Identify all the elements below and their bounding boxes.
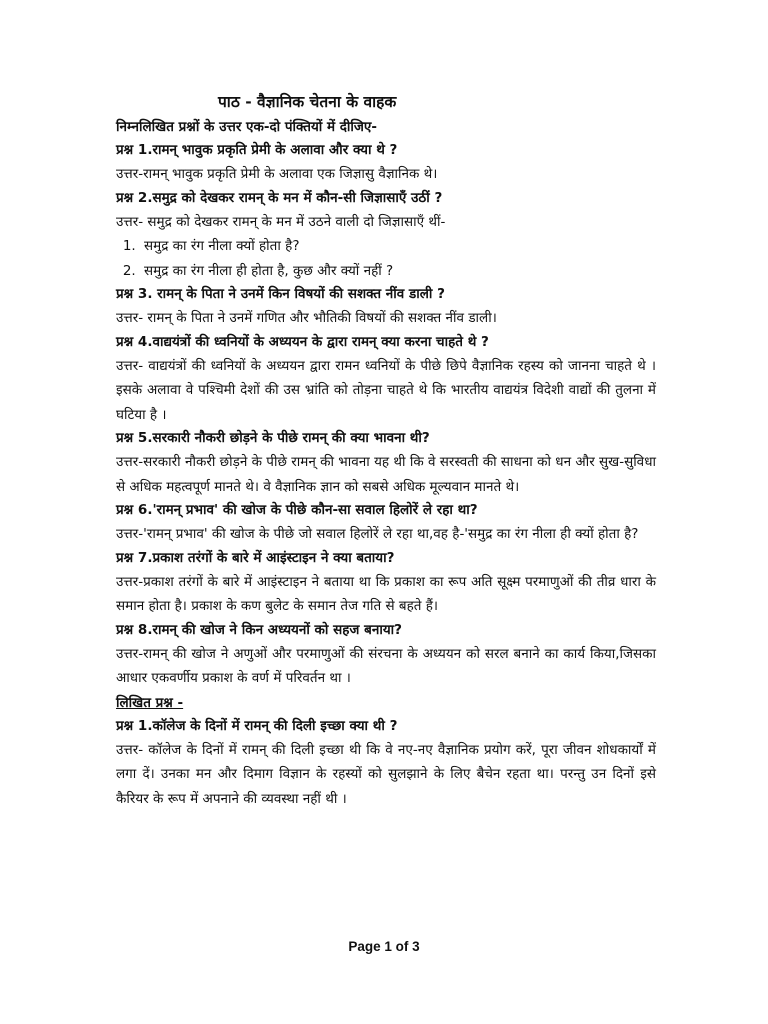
answer-2: उत्तर- समुद्र को देखकर रामन् के मन में उठने वाली दो जिज्ञासाएँ थीं-: [116, 213, 446, 230]
question-8: प्रश्न 8.रामन् की खोज ने किन अध्ययनों को सहज बनाया?: [116, 621, 402, 638]
answer-4: उत्तर- वाद्ययंत्रों की ध्वनियों के अध्ययन द्वारा रामन ध्वनियों के पीछे छिपे वैज्ञानिक रहस्य को जानना चाहते थे । इसके अलावा वे पश्चिमी देशों की उस भ्रांति को तोड़ना चाहते थे कि भारतीय वाद्ययंत्र विदेशी वाद्यों की तुलना में घटिया है ।: [116, 357, 656, 423]
question-4: प्रश्न 4.वाद्ययंत्रों की ध्वनियों के अध्ययन के द्वारा रामन् क्या करना चाहते थे ?: [116, 333, 489, 350]
answer-2-list: [116, 234, 656, 283]
written-answer-1: उत्तर- कॉलेज के दिनों में रामन् की दिली इच्छा थी कि वे नए-नए वैज्ञानिक प्रयोग करें, पूरा जीवन शोधकार्यों में लगा दें। उनका मन और दिमाग विज्ञान के रहस्यों को सुलझाने के लिए बैचेन रहता था। परन्तु उन दिनों इसे कैरियर के रूप में अपनाने की व्यवस्था नहीं थी ।: [116, 741, 656, 807]
question-5: प्रश्न 5.सरकारी नौकरी छोड़ने के पीछे रामन् की क्या भावना थी?: [116, 430, 430, 446]
question-2: प्रश्न 2.समुद्र को देखकर रामन् के मन में कौन-सी जिज्ञासाएँ उठीं ?: [116, 189, 443, 206]
answer-5: उत्तर-सरकारी नौकरी छोड़ने के पीछे रामन् की भावना यह थी कि वे सरस्वती की साधना को धन और सुख-सुविधा से अधिक महत्वपूर्ण मानते थे। वे वैज्ञानिक ज्ञान को सबसे अधिक मूल्यवान मानते थे।: [116, 454, 656, 495]
list-item: 1. समुद्र का रंग नीला क्यों होता है?: [140, 234, 656, 259]
answer-3: उत्तर- रामन् के पिता ने उनमें गणित और भौतिकी विषयों की सशक्त नींव डाली।: [116, 310, 497, 326]
question-7: प्रश्न 7.प्रकाश तरंगों के बारे में आइंस्टाइन ने क्या बताया?: [116, 549, 395, 566]
question-3: प्रश्न 3. रामन् के पिता ने उनमें किन विषयों की सशक्त नींव डाली ?: [116, 286, 445, 302]
instruction-text: निम्नलिखित प्रश्नों के उत्तर एक-दो पंक्तियों में दीजिए-: [116, 119, 377, 135]
lesson-title: पाठ - वैज्ञानिक चेतना के वाहक: [218, 93, 397, 111]
list-item: 2. समुद्र का रंग नीला ही होता है, कुछ और क्यों नहीं ?: [140, 259, 656, 284]
question-1: प्रश्न 1.रामन् भावुक प्रकृति प्रेमी के अलावा और क्या थे ?: [116, 142, 398, 158]
question-6: प्रश्न 6.'रामन् प्रभाव' की खोज के पीछे कौन-सा सवाल हिलोरें ले रहा था?: [116, 502, 478, 518]
answer-1: उत्तर-रामन् भावुक प्रकृति प्रेमी के अलावा एक जिज्ञासु वैज्ञानिक थे।: [116, 166, 438, 182]
answer-7: उत्तर-प्रकाश तरंगों के बारे में आइंस्टाइन ने बताया था कि प्रकाश का रूप अति सूक्ष्म परमाणुओं की तीव्र धारा के समान होता है। प्रकाश के कण बुलेट के समान तेज गति से बहते हैं।: [116, 573, 656, 614]
written-question-1: प्रश्न 1.कॉलेज के दिनों में रामन् की दिली इच्छा क्या थी ?: [116, 717, 398, 734]
page-number: Page 1 of 3: [348, 939, 420, 954]
answer-6: उत्तर-'रामन् प्रभाव' की खोज के पीछे जो सवाल हिलोरें ले रहा था,वह है-'समुद्र का रंग नीला ही क्यों होता है?: [116, 526, 639, 542]
written-questions-heading: लिखित प्रश्न -: [116, 694, 184, 711]
document-body: [116, 116, 656, 811]
answer-8: उत्तर-रामन् की खोज ने अणुओं और परमाणुओं की संरचना के अध्ययन को सरल बनाने का कार्य किया,जिसका आधार एकवर्णीय प्रकाश के वर्ण में परिवर्तन था ।: [116, 645, 656, 686]
